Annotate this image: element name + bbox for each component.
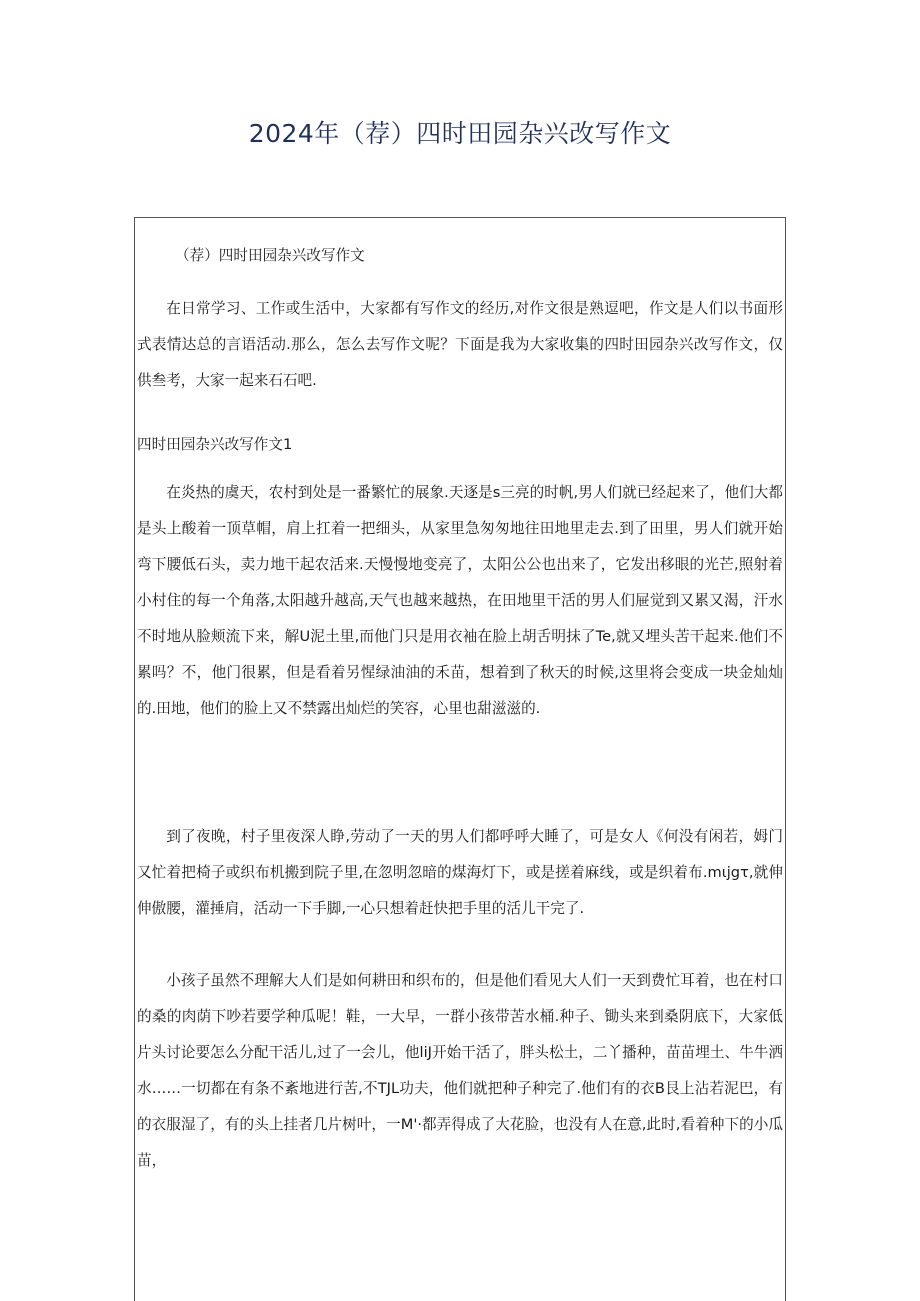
document-frame	[134, 217, 786, 1301]
document-subtitle: （荐）四时田园杂兴改写作文	[175, 247, 365, 264]
body-paragraph-3: 小孩子虽然不理解大人们是如何耕田和织布的，但是他们看见大人们一天到费忙耳着，也在村口的桑的肉荫下吵若要学种瓜呢！鞋，一大早，一群小孩带苦水桶.种子、锄头来到桑阴底下，大家低片头讨论要怎么分配干活儿,过了一会儿，他liJ开始干活了，胖头松土，二丫播种，苗苗埋土、牛牛洒水……一切都在有条不紊地进行苦,不TJL功夫，他们就把种子种完了.他们有的衣B艮上沾若泥巴，有的衣服湿了，有的头上挂者几片树叶，一M'·都弄得成了大花脸，也没有人在意,此时,看着种下的小瓜苗，	[137, 972, 783, 1169]
body-paragraph-2: 到了夜晚，村子里夜深人睁,劳动了一天的男人们都呼呼大睡了，可是女人《何没有闲若，姆门又忙着把椅子或织布机搬到院子里,在忽明忽暗的煤海灯下，或是搓着麻线，或是织着布.mιjgτ,就伸伸傲腰，灌捶肩，活动一下手脚,一心只想着赶快把手里的活儿干完了.	[137, 828, 783, 917]
document-title: 2024年（荐）四时田园杂兴改写作文	[248, 119, 672, 148]
body-paragraph-1: 在炎热的虞天，农村到处是一番繁忙的展象.天逐是s三亮的时帆,男人们就已经起来了，他们大都是头上酸着一顶草帽，肩上扛着一把细头，从家里急匆匆地往田地里走去.到了田里，男人们就开始弯下腰低石头，卖力地干起农活来.天慢慢地变亮了，太阳公公也出来了，它发出移眼的光芒,照射着小村住的每一个角落,太阳越升越高,天气也越来越热，在田地里干活的男人们屉觉到又累又渴，汗水不时地从脸颊流下来，解U泥土里,而他门只是用衣袖在脸上胡舌明抹了Te,就又埋头苦干起来.他们不累吗？不，他门很累，但是看着另惺绿油油的禾苗，想着到了秋天的时候,这里将会变成一块金灿灿的.田地，他们的脸上又不禁露出灿烂的笑容，心里也甜滋滋的.	[137, 484, 783, 717]
section-heading: 四时田园杂兴改写作文1	[137, 436, 293, 453]
intro-paragraph: 在日常学习、工作或生活中，大家都有写作文的经历,对作文很是熟逗吧，作文是人们以书面形式表情达总的言语活动.那么，怎么去写作文呢？下面是我为大家收集的四时田园杂兴改写作文，仅供叁考，大家一起来石石吧.	[137, 300, 783, 389]
